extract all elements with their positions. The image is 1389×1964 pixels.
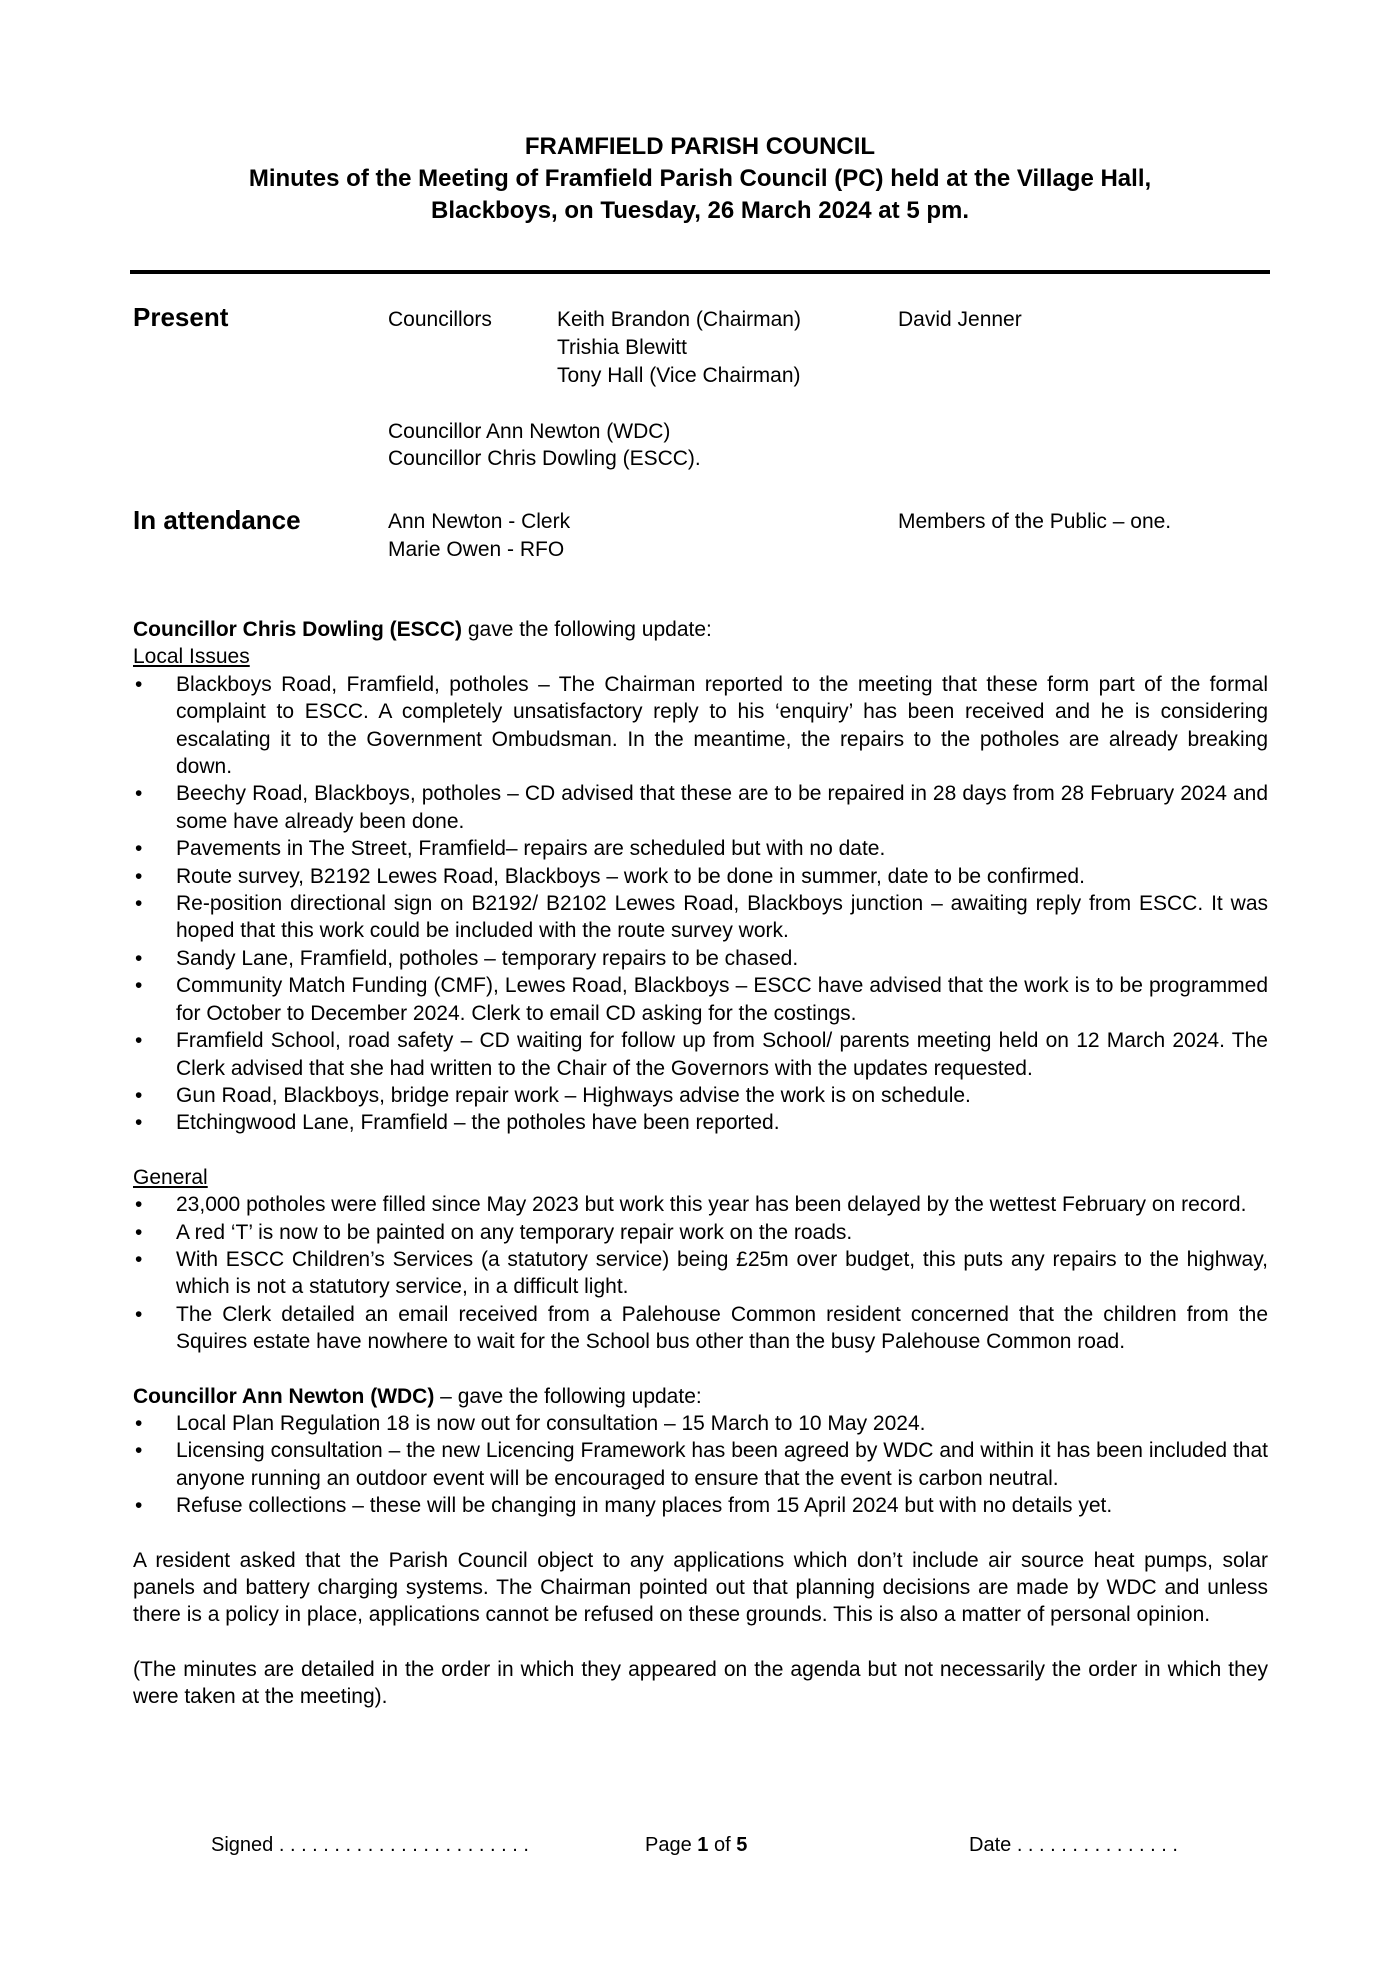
bullet-icon: • (135, 892, 143, 916)
signed-field: Signed . . . . . . . . . . . . . . . . . . . . . . . (211, 1834, 529, 1856)
bullet-icon: • (135, 946, 143, 970)
escc-update-heading (133, 616, 1268, 643)
other-councillor: Councillor Ann Newton (WDC) (388, 420, 671, 443)
title-divider (130, 270, 1270, 274)
bullet-icon: • (135, 672, 143, 696)
org-title: FRAMFIELD PARISH COUNCIL (524, 133, 876, 160)
meeting-subtitle-line1: Minutes of the Meeting of Framfield Parish Council (PC) held at the Village Hall, (248, 165, 1152, 192)
list-item: • Sandy Lane, Framfield, potholes – temporary repairs to be chased. (133, 945, 1268, 972)
bullet-icon: • (135, 1193, 143, 1217)
list-item: • Licensing consultation – the new Licencing Framework has been agreed by WDC and within it has been included that anyone running an outdoor event will be encouraged to ensure that the event is carbon neutral. (135, 1439, 1268, 1490)
public-attendance: Members of the Public – one. (898, 510, 1172, 533)
minutes-body (133, 616, 1268, 1711)
bullet-icon: • (135, 1083, 143, 1107)
attendee: Ann Newton - Clerk (388, 510, 571, 533)
list-item: • Local Plan Regulation 18 is now out for consultation – 15 March to 10 May 2024. (133, 1410, 1268, 1437)
list-item: • Refuse collections – these will be changing in many places from 15 April 2024 but with no details yet. (133, 1492, 1268, 1519)
present-label: Present (133, 302, 229, 332)
list-item: • Route survey, B2192 Lewes Road, Blackboys – work to be done in summer, date to be confirmed. (133, 863, 1268, 890)
councillors-label: Councillors (388, 308, 492, 331)
escc-speaker: Councillor Chris Dowling (ESCC) (133, 618, 462, 641)
wdc-intro: – gave the following update: (434, 1384, 702, 1408)
escc-intro: gave the following update: (462, 618, 712, 641)
signed-dots: . . . . . . . . . . . . . . . . . . . . . . . (278, 1834, 529, 1856)
list-item: • Gun Road, Blackboys, bridge repair work – Highways advise the work is on schedule. (133, 1082, 1268, 1109)
date-field: Date . . . . . . . . . . . . . . . (969, 1834, 1178, 1856)
bullet-icon: • (135, 1302, 143, 1326)
general-list (133, 1191, 1268, 1355)
councillor-name: Tony Hall (Vice Chairman) (557, 364, 801, 387)
bullet-icon: • (135, 837, 143, 861)
bullet-icon: • (135, 1494, 143, 1518)
wdc-speaker: Councillor Ann Newton (WDC) (133, 1384, 435, 1408)
bullet-icon: • (135, 782, 143, 806)
councillor-name: David Jenner (898, 308, 1022, 331)
list-item: • Framfield School, road safety – CD waiting for follow up from School/ parents meeting held on 12 March 2024. The Clerk advised that she had written to the Chair of the Governors with the updates requested. (135, 1029, 1268, 1080)
attendee: Marie Owen - RFO (388, 538, 565, 561)
list-item: • Re-position directional sign on B2192/ B2102 Lewes Road, Blackboys junction – awaiting reply from ESCC. It was hoped that this work could be included with the route survey work. (135, 892, 1268, 943)
bullet-icon: • (135, 1029, 143, 1053)
local-issues-heading: Local Issues (133, 645, 250, 669)
list-item: • The Clerk detailed an email received from a Palehouse Common resident concerned that the children from the Squires estate have nowhere to wait for the School bus other than the busy Palehouse Common road. (135, 1302, 1268, 1354)
bullet-icon: • (135, 974, 143, 998)
page-number: Page 1 of 5 (645, 1834, 748, 1856)
order-note: (The minutes are detailed in the order in which they appeared on the agenda but not necessarily the order in which they were taken at the meeting). (133, 1657, 1268, 1709)
list-item: • 23,000 potholes were filled since May 2023 but work this year has been delayed by the wettest February on record. (133, 1191, 1268, 1218)
councillor-name: Keith Brandon (Chairman) (557, 308, 801, 331)
list-item: • Pavements in The Street, Framfield– repairs are scheduled but with no date. (133, 835, 1268, 862)
bullet-icon: • (135, 1411, 143, 1435)
wdc-list (133, 1410, 1268, 1520)
list-item: • Blackboys Road, Framfield, potholes – The Chairman reported to the meeting that these form part of the formal complaint to ESCC. A completely unsatisfactory reply to his ‘enquiry’ has been received and he is considering escalating it to the Government Ombudsman. In the meantime, the repairs to the potholes are already breaking down. (135, 672, 1268, 779)
bullet-icon: • (135, 1247, 143, 1271)
resident-paragraph: A resident asked that the Parish Council object to any applications which don’t include air source heat pumps, solar panels and battery charging systems. The Chairman pointed out that planning decisions are made by WDC and unless there is a policy in place, applications cannot be refused on these grounds. This is also a matter of personal opinion. (133, 1548, 1268, 1627)
bullet-icon: • (135, 1439, 143, 1463)
date-dots: . . . . . . . . . . . . . . . (1016, 1834, 1178, 1856)
wdc-update-heading (133, 1383, 1268, 1410)
councillor-name: Trishia Blewitt (557, 336, 687, 359)
local-issues-list (133, 671, 1268, 1137)
bullet-icon: • (135, 864, 143, 888)
list-item: • A red ‘T’ is now to be painted on any temporary repair work on the roads. (133, 1219, 1268, 1246)
general-heading: General (133, 1165, 208, 1189)
document-title-block (130, 131, 1270, 227)
attendance-label: In attendance (133, 505, 301, 535)
bullet-icon: • (135, 1111, 143, 1135)
list-item: • With ESCC Children’s Services (a statutory service) being £25m over budget, this puts any repairs to the highway, which is not a statutory service, in a difficult light. (135, 1247, 1268, 1299)
meeting-subtitle-line2: Blackboys, on Tuesday, 26 March 2024 at 5 pm. (431, 197, 969, 224)
bullet-icon: • (135, 1220, 143, 1244)
list-item: • Etchingwood Lane, Framfield – the potholes have been reported. (133, 1109, 1268, 1136)
list-item: • Beechy Road, Blackboys, potholes – CD advised that these are to be repaired in 28 days from 28 February 2024 and some have already been done. (135, 782, 1268, 833)
list-item: • Community Match Funding (CMF), Lewes Road, Blackboys – ESCC have advised that the work is to be programmed for October to December 2024. Clerk to email CD asking for the costings. (135, 974, 1268, 1025)
other-councillor: Councillor Chris Dowling (ESCC). (388, 447, 701, 470)
